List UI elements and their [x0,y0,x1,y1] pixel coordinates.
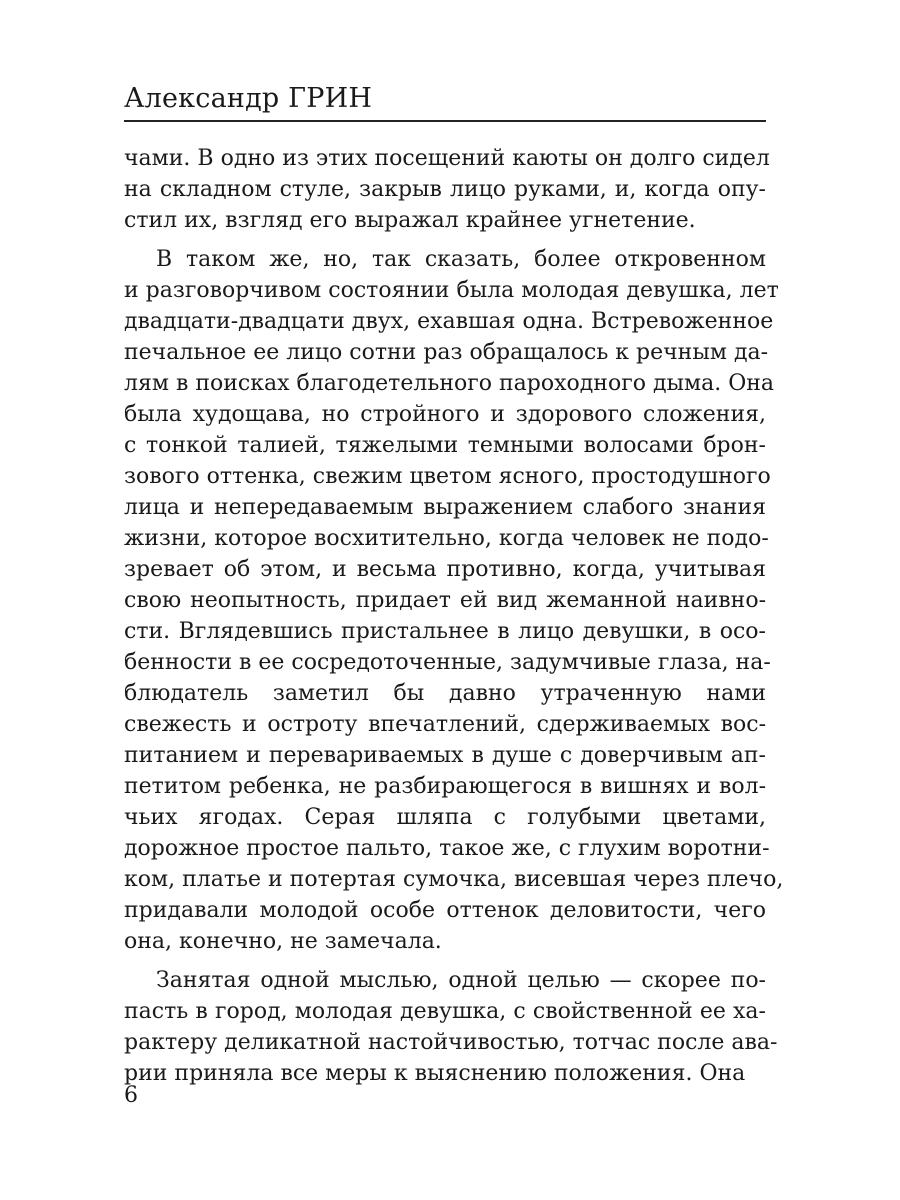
text-line: бенности в ее сосредоточенные, задумчивые глаза, на- [124,650,771,675]
text-line: была худощава, но стройного и здорового сложения, [124,402,766,427]
text-line: дорожное простое пальто, такое же, с глухим воротни- [124,836,770,861]
text-line: на складном стуле, закрыв лицо руками, и, когда опу- [124,177,766,202]
text-line: свежесть и остроту впечатлений, сдерживаемых вос- [124,712,766,737]
text-line: зревает об этом, и весьма противно, когда, учитывая [124,557,766,582]
body-text [124,143,784,1089]
text-line: пасть в город, молодая девушка, с свойственной ее ха- [124,999,766,1024]
text-line: с тонкой талией, тяжелыми темными волосами брон- [124,433,766,458]
text-line: петитом ребенка, не разбирающегося в вишнях и вол- [124,774,766,799]
text-line: рии приняла все меры к выяснению положения. Она [124,1061,746,1086]
text-line: блюдатель заметил бы давно утраченную нами [124,681,766,706]
paragraph [124,244,784,957]
text-line: рактеру деликатной настойчивостью, тотчас после ава- [124,1030,778,1055]
page-number: 6 [124,1083,138,1108]
text-line: жизни, которое восхитительно, когда человек не подо- [124,526,769,551]
text-line: двадцати-двадцати двух, ехавшая одна. Встревоженное [124,309,774,334]
paragraph-gap [124,957,766,965]
paragraph [124,965,778,1089]
paragraph-gap [124,236,766,244]
text-line: чьих ягодах. Серая шляпа с голубыми цветами, [124,805,766,830]
text-line: свою неопытность, придает ей вид жеманной наивно- [124,588,766,613]
text-line: Занятая одной мыслью, одной целью — скорее по- [156,968,766,993]
text-line: и разговорчивом состоянии была молодая девушка, лет [124,278,779,303]
text-line: питанием и перевариваемых в душе с доверчивым ап- [124,743,766,768]
text-line: печальное ее лицо сотни раз обращалось к речным да- [124,340,769,365]
text-line: зового оттенка, свежим цветом ясного, простодушного [124,464,771,489]
text-line: лица и непередаваемым выражением слабого знания [124,495,766,520]
text-line: она, конечно, не замечала. [124,929,442,954]
running-header [124,76,766,122]
text-line: В таком же, но, так сказать, более откровенном [156,247,766,272]
text-line: придавали молодой особе оттенок деловитости, чего [124,898,766,923]
paragraph [124,143,770,236]
header-author: Александр ГРИН [124,83,373,114]
text-line: чами. В одно из этих посещений каюты он долго сидел [124,146,770,171]
text-line: лям в поисках благодетельного пароходного дыма. Она [124,371,775,396]
text-line: сти. Вглядевшись пристальнее в лицо девушки, в осо- [124,619,766,644]
text-line: ком, платье и потертая сумочка, висевшая через плечо, [124,867,784,892]
text-line: стил их, взгляд его выражал крайнее угнетение. [124,208,696,233]
